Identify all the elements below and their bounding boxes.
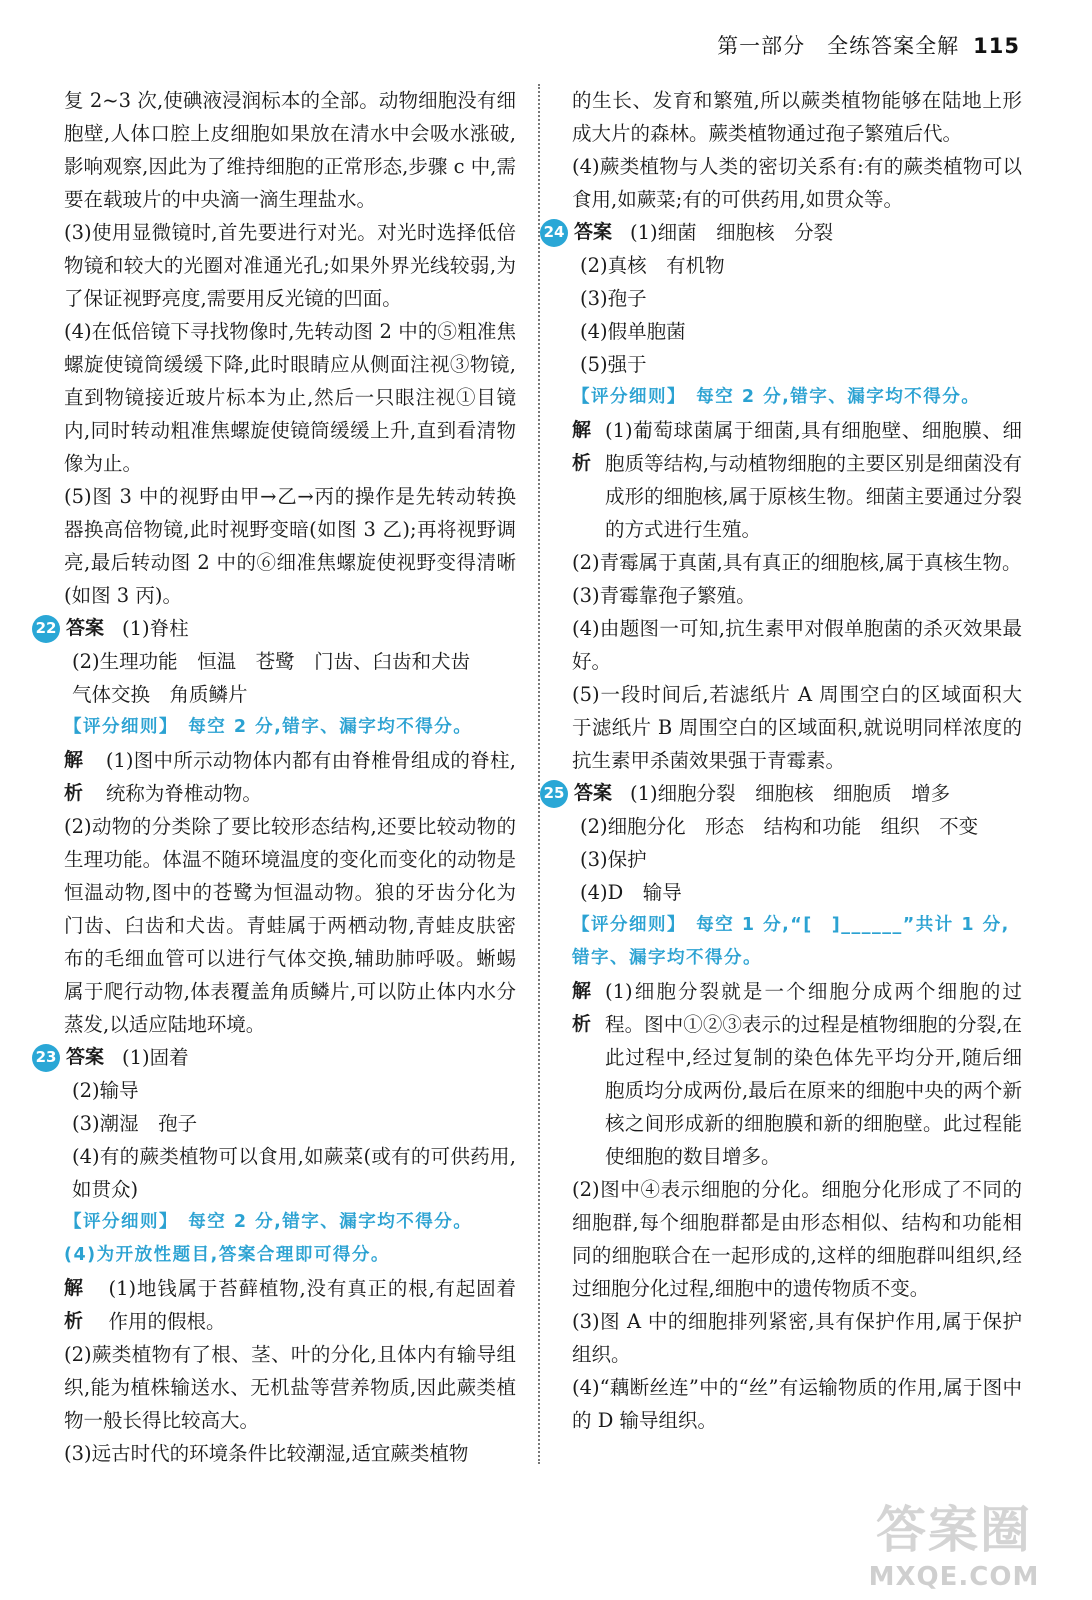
answer-label: 答案: [574, 221, 613, 243]
section-title: 第一部分 全练答案全解: [717, 34, 960, 58]
answer-line: (4)假单胞菌: [580, 320, 686, 343]
answer-line: (2)真核 有机物: [580, 254, 725, 277]
answer-line: (1)细胞分裂 细胞核 细胞质 增多: [630, 782, 951, 805]
analysis-heading: [64, 744, 516, 810]
analysis-text: (3)远古时代的环境条件比较潮湿,适宜蕨类植物: [64, 1442, 469, 1465]
watermark-logo: 答案圈: [876, 1501, 1032, 1559]
paragraph: (4)在低倍镜下寻找物像时,先转动图 2 中的⑤粗准焦螺旋使镜筒缓缓下降,此时眼睛应从侧面注视③物镜,直到物镜接近玻片标本为止,然后一只眼注视①目镜内,同时转动粗准焦螺旋使镜筒缓缓上升,直到看清物像为止。: [64, 320, 516, 475]
watermark-url: MXQE.COM: [868, 1562, 1040, 1592]
analysis-text: (2)蕨类植物有了根、茎、叶的分化,且体内有输导组织,能为植株输送水、无机盐等营养物质,因此蕨类植物一般长得比较高大。: [64, 1343, 516, 1432]
analysis-heading: [572, 975, 1022, 1173]
answer-line: (4)D 输导: [580, 881, 682, 904]
answer-line: (2)生理功能 恒温 苍鹭 门齿、臼齿和犬齿: [72, 650, 471, 673]
right-column: [543, 84, 1022, 1437]
analysis-text: (4)“藕断丝连”中的“丝”有运输物质的作用,属于图中的 D 输导组织。: [572, 1376, 1022, 1432]
question-number-badge: 22: [32, 615, 60, 643]
question-number-badge: 25: [540, 780, 568, 808]
answer-label: 答案: [574, 782, 613, 804]
answer-line: (1)细菌 细胞核 分裂: [630, 221, 834, 244]
answer-line: (5)强于: [580, 353, 647, 376]
watermark: [844, 1482, 1064, 1592]
answer-line: 气体交换 角质鳞片: [72, 683, 248, 706]
analysis-text: (5)一段时间后,若滤纸片 A 周围空白的区域面积大于滤纸片 B 周围空白的区域面积,就说明同样浓度的抗生素甲杀菌效果强于青霉素。: [572, 683, 1022, 772]
paragraph: (3)使用显微镜时,首先要进行对光。对光时选择低倍物镜和较大的光圈对准通光孔;如果外界光线较弱,为了保证视野亮度,需要用反光镜的凹面。: [64, 221, 516, 310]
analysis-text: (1)细胞分裂就是一个细胞分成两个细胞的过程。图中①②③表示的过程是植物细胞的分裂,在此过程中,经过复制的染色体先平均分开,随后细胞质均分成两份,最后在原来的细胞中央的两个新核之间形成新的细胞膜和新的细胞壁。此过程能使细胞的数目增多。: [605, 980, 1022, 1168]
analysis-text: (3)青霉靠孢子繁殖。: [572, 584, 756, 607]
analysis-label: 解析: [64, 1277, 84, 1332]
analysis-text: (3)图 A 中的细胞排列紧密,具有保护作用,属于保护组织。: [572, 1310, 1022, 1366]
analysis-text: (2)青霉属于真菌,具有真正的细胞核,属于真核生物。: [572, 551, 1022, 574]
question-24-answer: [543, 216, 1022, 249]
answer-line: (4)有的蕨类植物可以食用,如蕨菜(或有的可供药用,如贯众): [72, 1145, 516, 1201]
analysis-label: 解析: [572, 419, 592, 474]
answer-line: (3)潮湿 孢子: [72, 1112, 198, 1135]
answer-line: (3)保护: [580, 848, 647, 871]
scoring-rule: 【评分细则】 每空 1 分,“[ ]______”共计 1 分,错字、漏字均不得分。: [572, 915, 1010, 968]
question-22-answer: [35, 612, 516, 645]
analysis-label: 解析: [64, 749, 84, 804]
analysis-text: (1)葡萄球菌属于细菌,具有细胞壁、细胞膜、细胞质等结构,与动植物细胞的主要区别是细菌没有成形的细胞核,属于原核生物。细菌主要通过分裂的方式进行生殖。: [605, 419, 1022, 541]
answer-line: (1)脊柱: [122, 617, 189, 640]
paragraph: (5)图 3 中的视野由甲→乙→丙的操作是先转动转换器换高倍物镜,此时视野变暗(如图 3 乙);再将视野调亮,最后转动图 2 中的⑥细准焦螺旋使视野变得清晰(如图 3 丙)。: [64, 485, 516, 607]
answer-line: (1)固着: [122, 1046, 189, 1069]
paragraph: 的生长、发育和繁殖,所以蕨类植物能够在陆地上形成大片的森林。蕨类植物通过孢子繁殖后代。: [572, 89, 1022, 145]
scoring-rule: 【评分细则】 每空 2 分,错字、漏字均不得分。: [64, 717, 473, 737]
answer-line: (2)细胞分化 形态 结构和功能 组织 不变: [580, 815, 979, 838]
answer-label: 答案: [66, 617, 105, 639]
page-number: 115: [973, 34, 1020, 58]
scoring-rule: (4)为开放性题目,答案合理即可得分。: [64, 1245, 390, 1265]
paragraph: 复 2~3 次,使碘液浸润标本的全部。动物细胞没有细胞壁,人体口腔上皮细胞如果放在清水中会吸水涨破,影响观察,因此为了维持细胞的正常形态,步骤 c 中,需要在载玻片的中央滴一滴生理盐水。: [64, 89, 516, 211]
page-header: [717, 30, 1020, 60]
question-25-answer: [543, 777, 1022, 810]
answer-line: (3)孢子: [580, 287, 647, 310]
question-number-badge: 24: [540, 219, 568, 247]
question-number-badge: 23: [32, 1044, 60, 1072]
column-divider: [538, 84, 540, 1464]
answer-line: (2)输导: [72, 1079, 139, 1102]
analysis-heading: [64, 1272, 516, 1338]
scoring-rule: 【评分细则】 每空 2 分,错字、漏字均不得分。: [64, 1212, 473, 1232]
analysis-text: (1)图中所示动物体内都有由脊椎骨组成的脊柱,统称为脊椎动物。: [105, 749, 516, 805]
paragraph: (4)蕨类植物与人类的密切关系有:有的蕨类植物可以食用,如蕨菜;有的可供药用,如贯众等。: [572, 155, 1022, 211]
analysis-text: (2)动物的分类除了要比较形态结构,还要比较动物的生理功能。体温不随环境温度的变化而变化的动物是恒温动物,图中的苍鹭为恒温动物。狼的牙齿分化为门齿、臼齿和犬齿。青蛙属于两栖动物,青蛙皮肤密布的毛细血管可以进行气体交换,辅助肺呼吸。蜥蜴属于爬行动物,体表覆盖角质鳞片,可以防止体内水分蒸发,以适应陆地环境。: [64, 815, 516, 1036]
analysis-heading: [572, 414, 1022, 546]
scoring-rule: 【评分细则】 每空 2 分,错字、漏字均不得分。: [572, 387, 981, 407]
analysis-text: (1)地钱属于苔藓植物,没有真正的根,有起固着作用的假根。: [108, 1277, 516, 1333]
answer-label: 答案: [66, 1046, 105, 1068]
analysis-label: 解析: [572, 980, 592, 1035]
analysis-text: (2)图中④表示细胞的分化。细胞分化形成了不同的细胞群,每个细胞群都是由形态相似、结构和功能相同的细胞联合在一起形成的,这样的细胞群叫组织,经过细胞分化过程,细胞中的遗传物质不变。: [572, 1178, 1022, 1300]
left-column: [35, 84, 516, 1470]
analysis-text: (4)由题图一可知,抗生素甲对假单胞菌的杀灭效果最好。: [572, 617, 1022, 673]
question-23-answer: [35, 1041, 516, 1074]
